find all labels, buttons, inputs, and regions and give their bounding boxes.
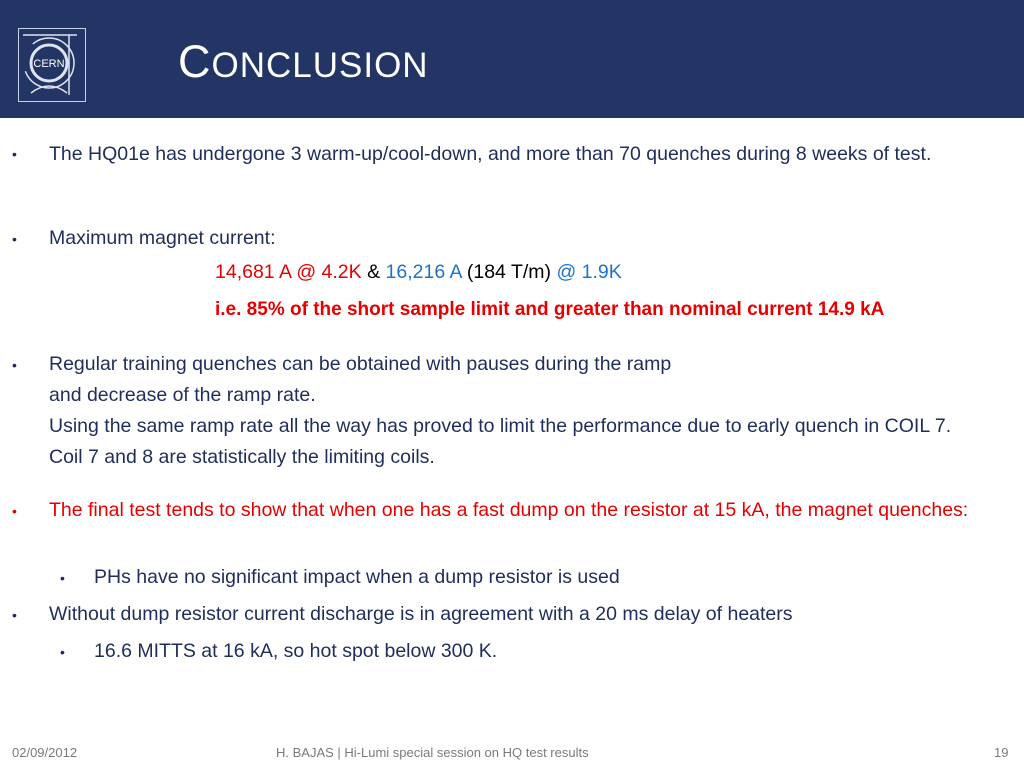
title-rest: ONCLUSION: [211, 46, 429, 85]
bullet-3-line-2: and decrease of the ramp rate.: [49, 384, 316, 406]
footer-center: H. BAJAS | Hi-Lumi special session on HQ test results: [276, 745, 589, 760]
bullet-icon: •: [12, 231, 17, 247]
bullet-icon: •: [12, 607, 17, 623]
current-19k: 16,216 A: [385, 261, 462, 283]
bullet-icon: •: [12, 146, 17, 162]
bullet-4-text: The final test tends to show that when one has a fast dump on the resistor at 15 kA, the magnet quenches:: [49, 499, 969, 521]
slide-title: [178, 36, 429, 88]
cern-logo: [18, 28, 86, 102]
bullet-icon: •: [12, 357, 17, 373]
bullet-icon: •: [12, 503, 17, 519]
bullet-4-sub-text: PHs have no significant impact when a dump resistor is used: [94, 566, 620, 588]
bullet-5-sub-text: 16.6 MITTS at 16 kA, so hot spot below 300 K.: [94, 640, 498, 662]
sub-bullet-icon: •: [60, 644, 65, 660]
temperature-19k: @ 1.9K: [556, 261, 622, 283]
current-4k: 14,681 A @ 4.2K: [215, 261, 362, 283]
gradient-value: (184 T/m): [461, 261, 557, 283]
bullet-3-line-3: Using the same ramp rate all the way has proved to limit the performance due to early quench in COIL 7. Coil 7 and 8 are statistically the limiting coils.: [49, 415, 952, 468]
cern-logo-icon: [19, 29, 85, 101]
bullet-1-text: The HQ01e has undergone 3 warm-up/cool-down, and more than 70 quenches during 8 weeks of test.: [49, 143, 932, 165]
title-banner: [0, 0, 1024, 118]
bullet-3-line-1: Regular training quenches can be obtained with pauses during the ramp: [49, 353, 672, 375]
footer-date: 02/09/2012: [12, 745, 78, 760]
page-number: 19: [994, 745, 1009, 760]
bullet-5-text: Without dump resistor current discharge is in agreement with a 20 ms delay of heaters: [49, 603, 793, 625]
bullet-2-text: Maximum magnet current:: [49, 227, 276, 249]
logo-text: CERN: [33, 58, 65, 70]
short-sample-line: i.e. 85% of the short sample limit and greater than nominal current 14.9 kA: [215, 299, 885, 320]
sub-bullet-icon: •: [60, 570, 65, 586]
title-first-letter: C: [178, 36, 212, 87]
max-current-line: [215, 257, 622, 288]
ampersand: &: [361, 261, 386, 283]
